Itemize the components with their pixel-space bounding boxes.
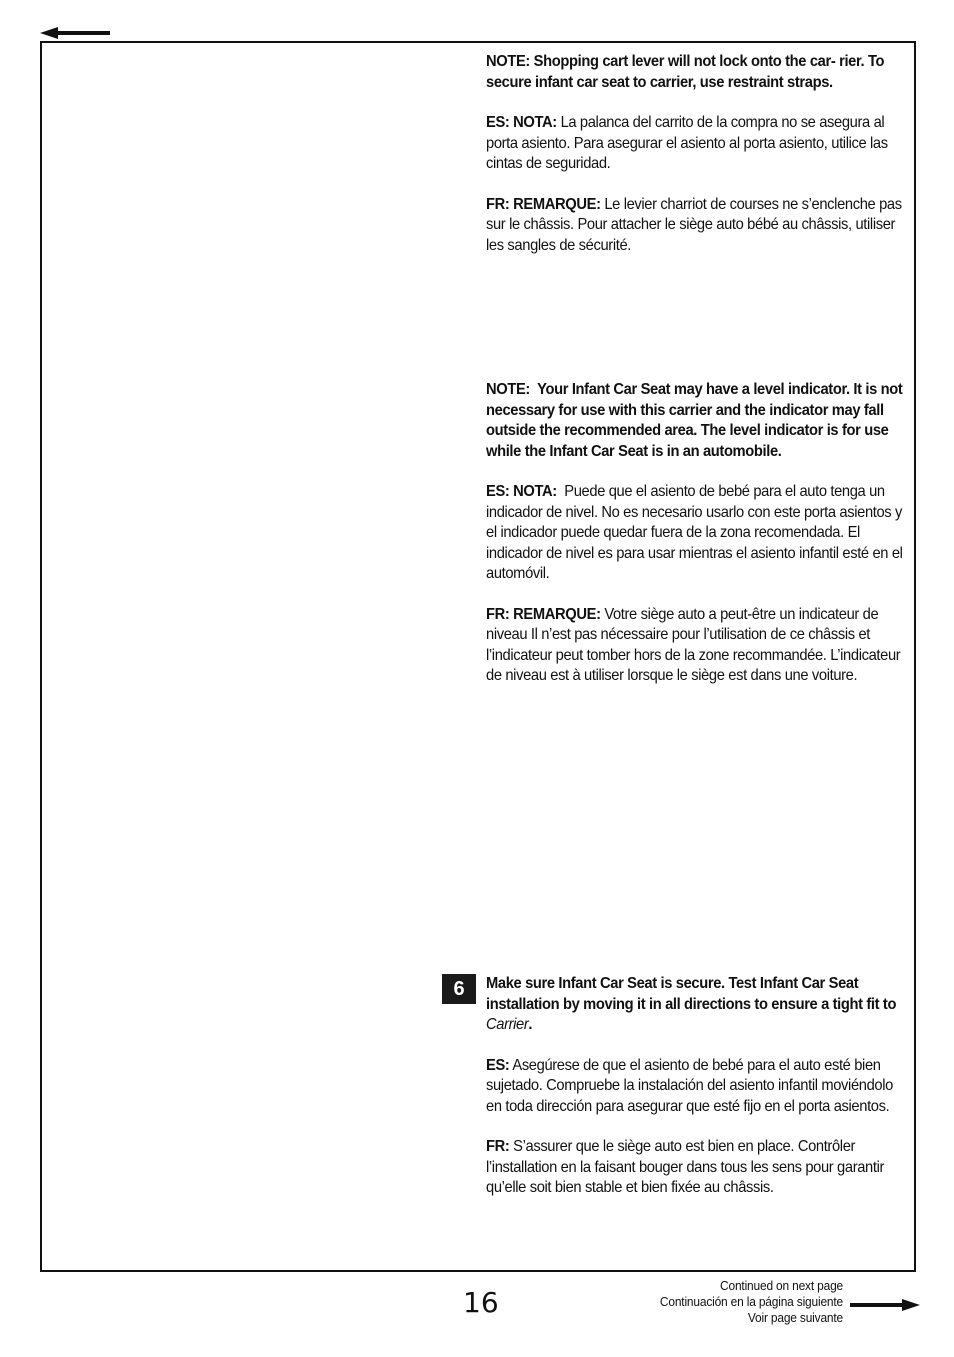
continued-fr: Voir page suivante [747,1310,843,1325]
note2-en [486,380,906,462]
page-number: 16 [463,1286,499,1319]
step6-es [486,1056,906,1118]
step6-en-end: . [528,1016,533,1033]
continued-es: Continuación en la página siguiente [659,1294,843,1309]
note2-fr-label: FR: REMARQUE: [486,605,601,623]
next-arrow-icon [848,1298,920,1312]
step6-fr-text: S’assurer que le siège auto est bien en place. Contrôler l’installation en la faisant bouger dans tous les sens pour garantir qu’elle soit bien stable et bien fixée au châssis. [486,1138,885,1196]
continued-en: Continued on next page [720,1278,843,1293]
note2-es-label: ES: NOTA: [486,483,557,500]
note1-fr-text: Le levier charriot de courses ne s’enclenche pas sur le châssis. Pour attacher le siège auto bébé au châssis, utiliser les sangles de sécurité. [486,195,902,254]
step6-es-text: Asegúrese de que el asiento de bebé para el auto esté bien sujetado. Compruebe la instalación del asiento infantil moviéndolo en toda dirección para asegurar que esté fijo en el porta asientos. [486,1056,893,1115]
note1-es-text: La palanca del carrito de la compra no se asegura al porta asiento. Para asegurar el asiento al porta asiento, utilice las cintas de seguridad. [486,114,888,172]
note1-es [486,113,906,175]
note1-en-label: NOTE: [486,53,530,70]
step6-en-italic: Carrier [486,1016,529,1033]
note2-es-text: Puede que el asiento de bebé para el auto tenga un indicador de nivel. No es necesario usarlo con este porta asientos y el indicador puede quedar fuera de la zona recomendada. El indicador de nivel es para usar mientras el asiento infantil esté en el automóvil. [486,483,903,582]
note1-en [486,52,906,93]
step6-en-text: Make sure Infant Car Seat is secure. Test Infant Car Seat installation by moving it in all directions to ensure a tight fit to [486,975,897,1013]
back-arrow-icon [40,26,112,40]
note1-fr [486,195,906,257]
step6-en [486,974,906,1036]
note2-fr [486,605,906,687]
note-shopping-cart [486,52,906,256]
step-6-instructions [486,974,906,1199]
note2-es [486,482,906,585]
continued-note [660,1278,843,1326]
note2-fr-text: Votre siège auto a peut-être un indicateur de niveau Il n’est pas nécessaire pour l’utilisation de ce châssis et l’indicateur peut tomber hors de la zone recommandée. L’indicateur de niveau est à utiliser lorsque le siège est dans une voiture. [486,605,901,684]
step6-fr-label: FR: [486,1138,510,1155]
step6-es-label: ES: [486,1056,510,1074]
note1-fr-label: FR: REMARQUE: [486,195,601,213]
step-number-badge: 6 [442,974,476,1004]
note1-es-label: ES: NOTA: [486,114,557,131]
note2-en-label: NOTE: [486,381,530,398]
note-level-indicator [486,380,906,687]
step6-fr [486,1137,906,1199]
note2-en-text: Your Infant Car Seat may have a level indicator. It is not necessary for use with this carrier and the indicator may fall outside the recommended area. The level indicator is for use while the Infant Car Seat is in an automobile. [486,381,903,460]
note1-en-text: Shopping cart lever will not lock onto the car- rier. To secure infant car seat to carrier, use restraint straps. [486,53,885,91]
